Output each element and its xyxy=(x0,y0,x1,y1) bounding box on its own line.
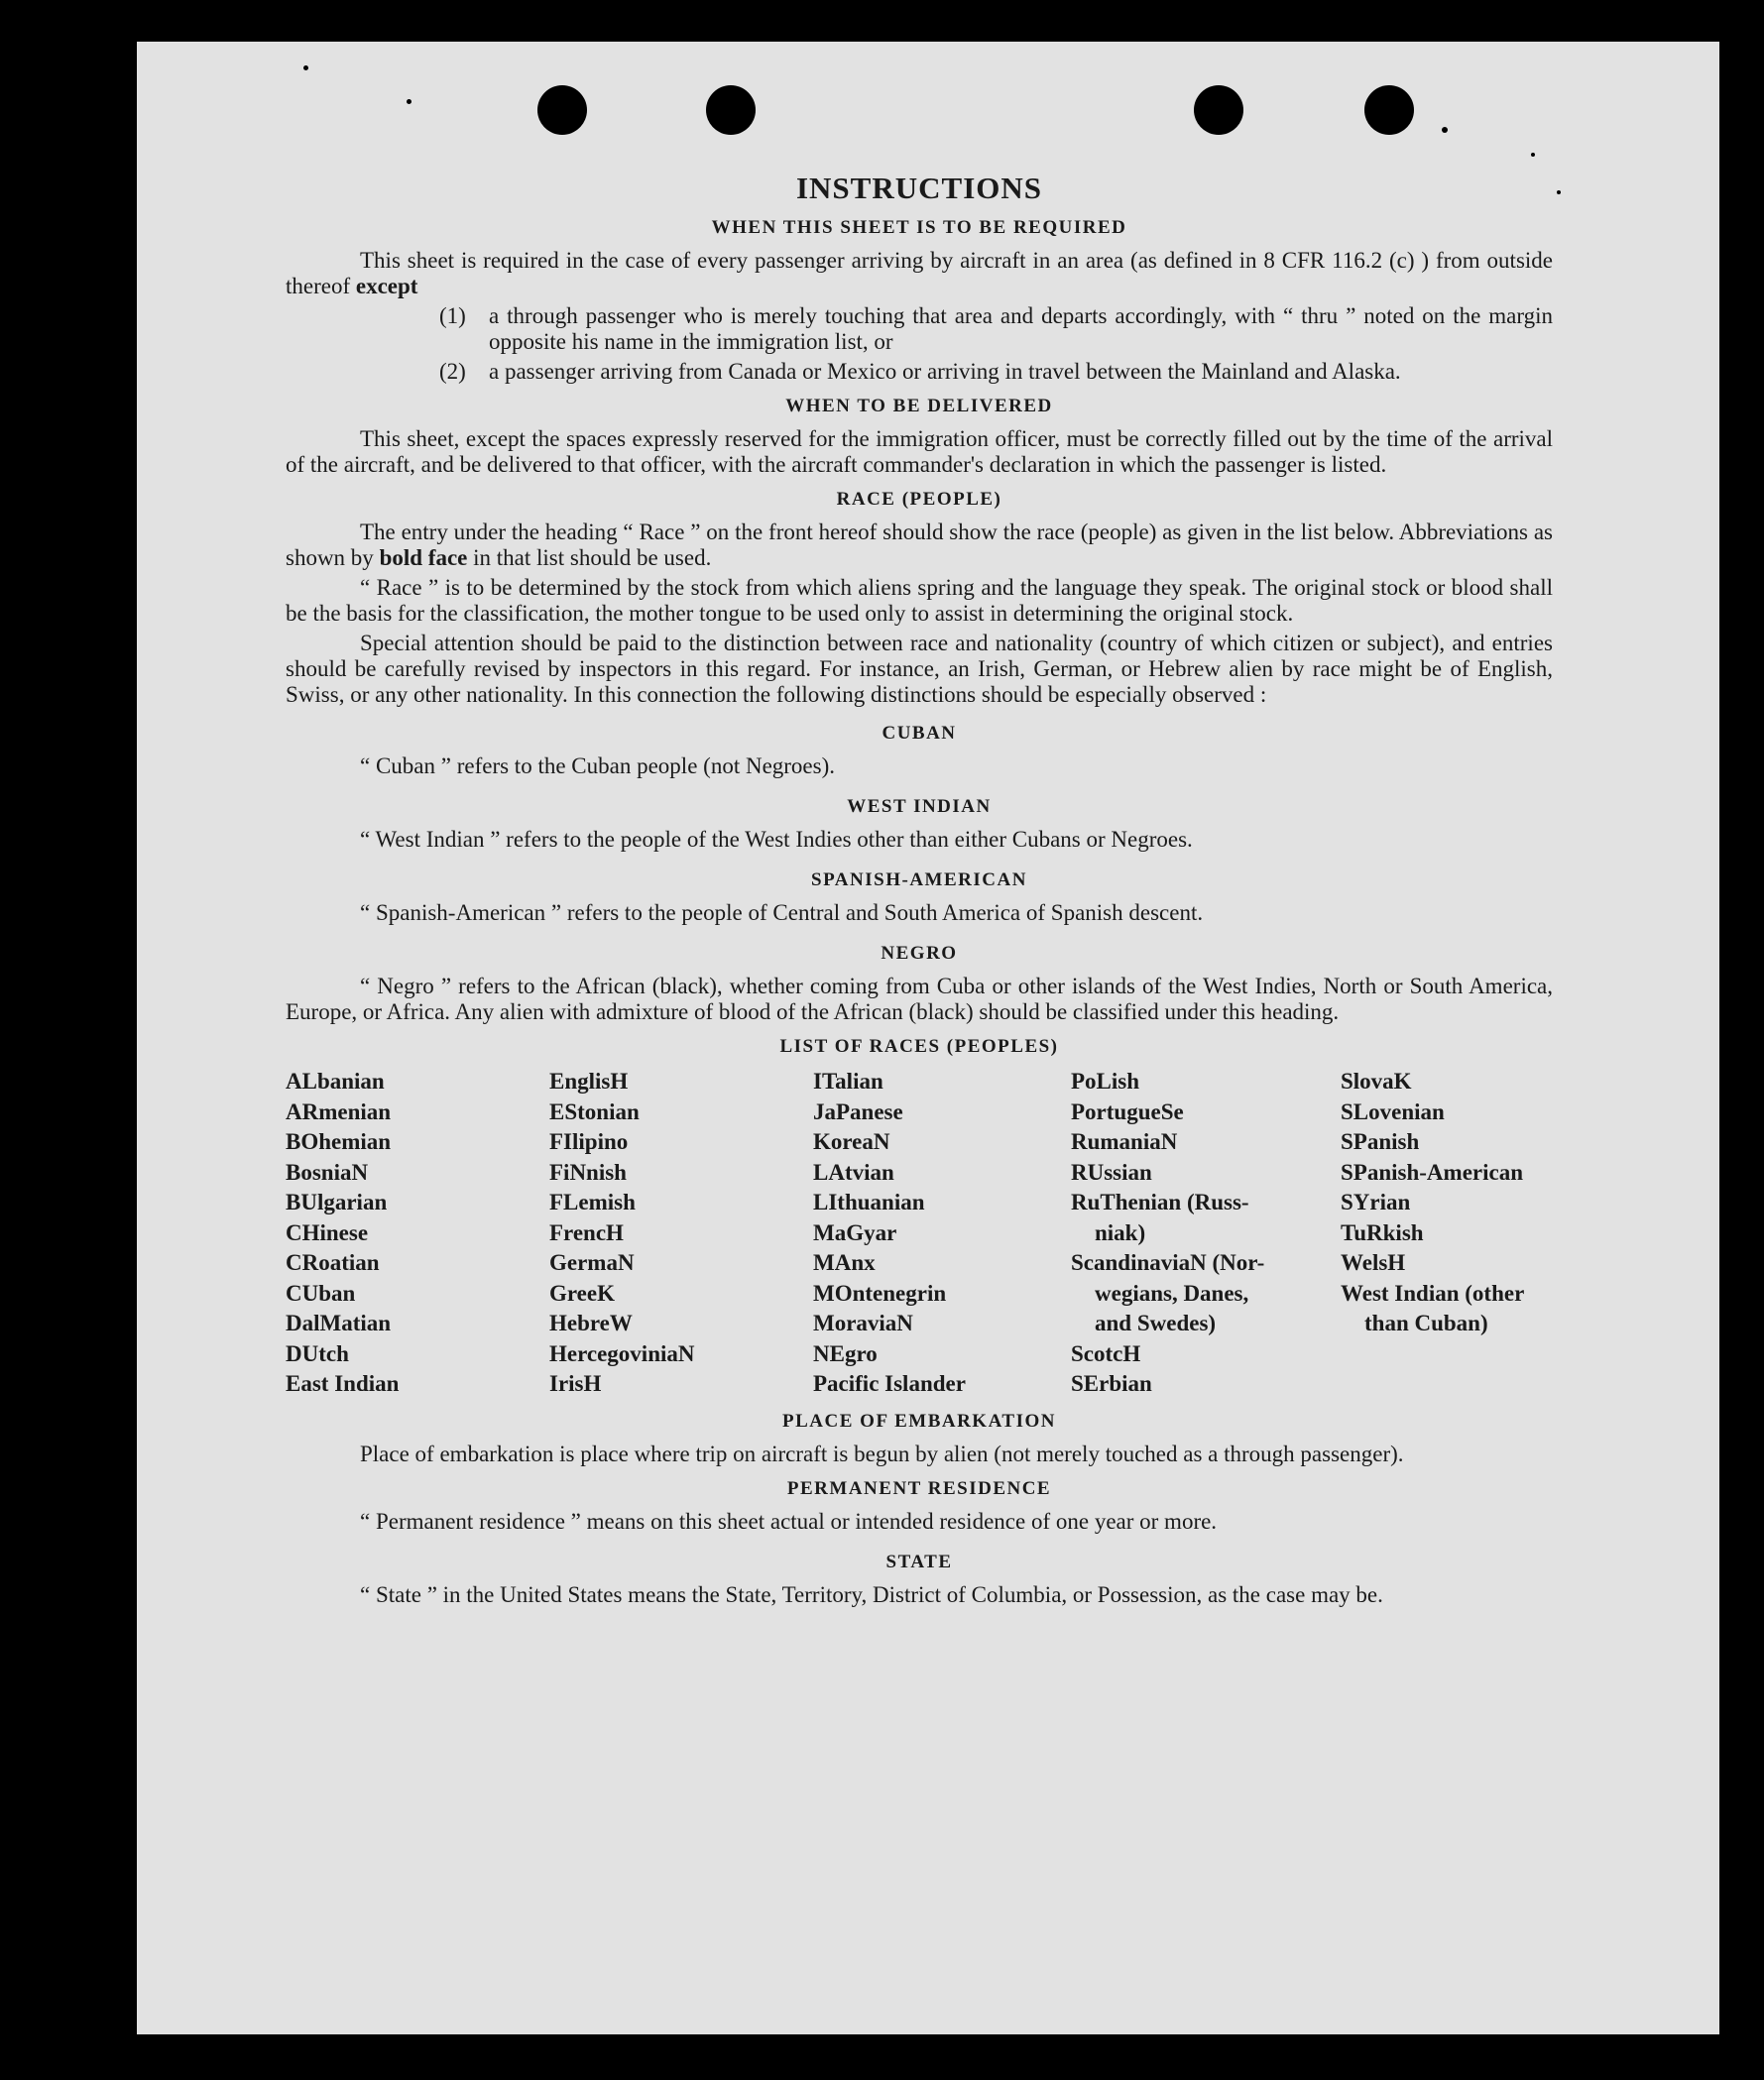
race-item: DUtch xyxy=(286,1340,349,1366)
race-paragraph-2: “ Race ” is to be determined by the stock from which aliens spring and the language they speak. The original stock or blood shall be the basis for the classification, the mother tongue to be used only to assist in determining the original stock. xyxy=(286,575,1553,626)
race-item: ALbanian xyxy=(286,1069,385,1094)
race-item: HebreW xyxy=(549,1311,633,1335)
race-column xyxy=(1071,1067,1341,1400)
embarkation-text: Place of embarkation is place where trip on aircraft is begun by alien (not merely touched as a through passenger). xyxy=(360,1441,1404,1466)
race-item: SYrian xyxy=(1341,1190,1411,1214)
race-item: LIthuanian xyxy=(813,1190,925,1214)
heading-list-of-races: LIST OF RACES (PEOPLES) xyxy=(779,1036,1059,1057)
heading-cuban: CUBAN xyxy=(882,723,957,744)
race-item: Pacific Islander xyxy=(813,1371,966,1396)
residence-text: “ Permanent residence ” means on this sheet actual or intended residence of one year or more. xyxy=(360,1508,1218,1534)
punch-hole xyxy=(537,85,587,135)
race-item: NEgro xyxy=(813,1340,878,1366)
race-item: CRoatian xyxy=(286,1250,380,1275)
race-item: wegians, Danes, xyxy=(1095,1280,1249,1306)
heading-negro: NEGRO xyxy=(881,943,958,964)
document-page xyxy=(137,42,1719,2034)
race-item: TuRkish xyxy=(1341,1219,1424,1245)
race-item: JaPanese xyxy=(813,1098,903,1124)
instructions-content xyxy=(286,171,1553,1612)
race-item: PortugueSe xyxy=(1071,1098,1184,1124)
race-item: than Cuban) xyxy=(1364,1311,1488,1335)
race-item: MOntenegrin xyxy=(813,1280,947,1306)
race-item: RuThenian (Russ- xyxy=(1071,1190,1249,1214)
race-item: HercegoviniaN xyxy=(549,1340,695,1366)
punch-hole xyxy=(1194,85,1243,135)
scan-speck xyxy=(303,65,308,70)
race-paragraph-1: The entry under the heading “ Race ” on the front hereof should show the race (people) as given in the list below. Abbreviations as shown by bold face in that list should be used. xyxy=(286,520,1553,570)
race-column xyxy=(813,1067,1071,1400)
race-item: FIlipino xyxy=(549,1129,629,1154)
race-item: East Indian xyxy=(286,1371,400,1396)
race-item: ARmenian xyxy=(286,1098,392,1124)
race-item: and Swedes) xyxy=(1095,1311,1217,1335)
race-item: ScotcH xyxy=(1071,1340,1141,1366)
state-text: “ State ” in the United States means the State, Territory, District of Columbia, or Possession, as the case may be. xyxy=(360,1581,1383,1607)
race-item: niak) xyxy=(1095,1219,1146,1245)
race-item: RUssian xyxy=(1071,1159,1152,1185)
heading-when-required: WHEN THIS SHEET IS TO BE REQUIRED xyxy=(711,217,1127,238)
page-title: INSTRUCTIONS xyxy=(795,171,1042,205)
race-item: FiNnish xyxy=(549,1159,627,1185)
scan-speck xyxy=(407,99,412,104)
heading-permanent-residence: PERMANENT RESIDENCE xyxy=(786,1477,1052,1499)
race-item: GermaN xyxy=(549,1250,635,1275)
scan-speck xyxy=(1531,153,1535,157)
race-list xyxy=(286,1067,1553,1400)
race-item: SLovenian xyxy=(1341,1098,1445,1124)
race-column xyxy=(286,1067,549,1400)
scan-speck xyxy=(1557,190,1561,194)
race-item: CUban xyxy=(286,1280,356,1306)
race-item: PoLish xyxy=(1071,1069,1140,1094)
race-item: MAnx xyxy=(813,1250,876,1275)
race-item: FLemish xyxy=(549,1190,636,1214)
spanish-american-text: “ Spanish-American ” refers to the people of Central and South America of Spanish descent. xyxy=(360,900,1204,925)
race-item: SlovaK xyxy=(1341,1069,1412,1094)
race-item: WelsH xyxy=(1341,1250,1406,1275)
race-item: West Indian (other xyxy=(1341,1280,1525,1306)
race-item: BUlgarian xyxy=(286,1190,388,1214)
race-item: IrisH xyxy=(549,1371,602,1396)
scan-speck xyxy=(1442,127,1448,133)
exception-item: (1) a through passenger who is merely touching that area and departs accordingly, with “ thru ” noted on the margin opposite his name in the immigration list, or xyxy=(439,303,1553,354)
race-item: EnglisH xyxy=(549,1069,629,1094)
heading-race: RACE (PEOPLE) xyxy=(836,489,1002,510)
cuban-text: “ Cuban ” refers to the Cuban people (not Negroes). xyxy=(360,753,836,778)
race-column xyxy=(549,1067,813,1400)
heading-state: STATE xyxy=(885,1551,953,1572)
west-indian-text: “ West Indian ” refers to the people of the West Indies other than either Cubans or Negroes. xyxy=(360,827,1193,852)
heading-embarkation: PLACE OF EMBARKATION xyxy=(782,1410,1056,1432)
heading-when-delivered: WHEN TO BE DELIVERED xyxy=(785,396,1053,416)
race-item: CHinese xyxy=(286,1219,369,1245)
heading-spanish-american: SPANISH-AMERICAN xyxy=(811,869,1027,890)
race-paragraph-3: Special attention should be paid to the distinction between race and nationality (country of which citizen or subject), and entries should be carefully revised by inspectors in this regard. For instance, an Irish, German, or Hebrew alien by race might be of English, Swiss, or any other nationality. In this connection the following distinctions should be especially observed : xyxy=(286,631,1553,707)
race-item: ITalian xyxy=(813,1069,883,1094)
heading-west-indian: WEST INDIAN xyxy=(847,796,992,817)
race-item: RumaniaN xyxy=(1071,1129,1178,1154)
when-delivered-text: This sheet, except the spaces expressly reserved for the immigration officer, must be correctly filled out by the time of the arrival of the aircraft, and be delivered to that officer, with the aircraft commander's declaration in which the passenger is listed. xyxy=(286,426,1553,477)
race-item: LAtvian xyxy=(813,1159,894,1185)
punch-hole xyxy=(1364,85,1414,135)
race-item: DalMatian xyxy=(286,1311,392,1335)
when-required-intro: This sheet is required in the case of every passenger arriving by aircraft in an area (as defined in 8 CFR 116.2 (c) ) from outside thereof except xyxy=(286,248,1553,298)
race-item: KoreaN xyxy=(813,1129,890,1154)
race-item: MaGyar xyxy=(813,1219,897,1245)
exception-item: (2) a passenger arriving from Canada or Mexico or arriving in travel between the Mainland and Alaska. xyxy=(439,359,1401,384)
race-item: FrencH xyxy=(549,1219,624,1245)
negro-text: “ Negro ” refers to the African (black), whether coming from Cuba or other islands of the West Indies, North or South America, Europe, or Africa. Any alien with admixture of blood of the African (black) should be classified under this heading. xyxy=(286,974,1553,1024)
race-item: ScandinaviaN (Nor- xyxy=(1071,1250,1265,1275)
race-column xyxy=(1341,1067,1553,1400)
punch-hole xyxy=(706,85,756,135)
race-item: EStonian xyxy=(549,1098,640,1124)
race-item: GreeK xyxy=(549,1280,615,1306)
race-item: MoraviaN xyxy=(813,1311,913,1335)
race-item: SPanish xyxy=(1341,1129,1420,1154)
race-item: BOhemian xyxy=(286,1129,392,1154)
race-item: SErbian xyxy=(1071,1371,1152,1396)
race-item: BosniaN xyxy=(286,1159,369,1185)
race-item: SPanish-American xyxy=(1341,1159,1523,1185)
